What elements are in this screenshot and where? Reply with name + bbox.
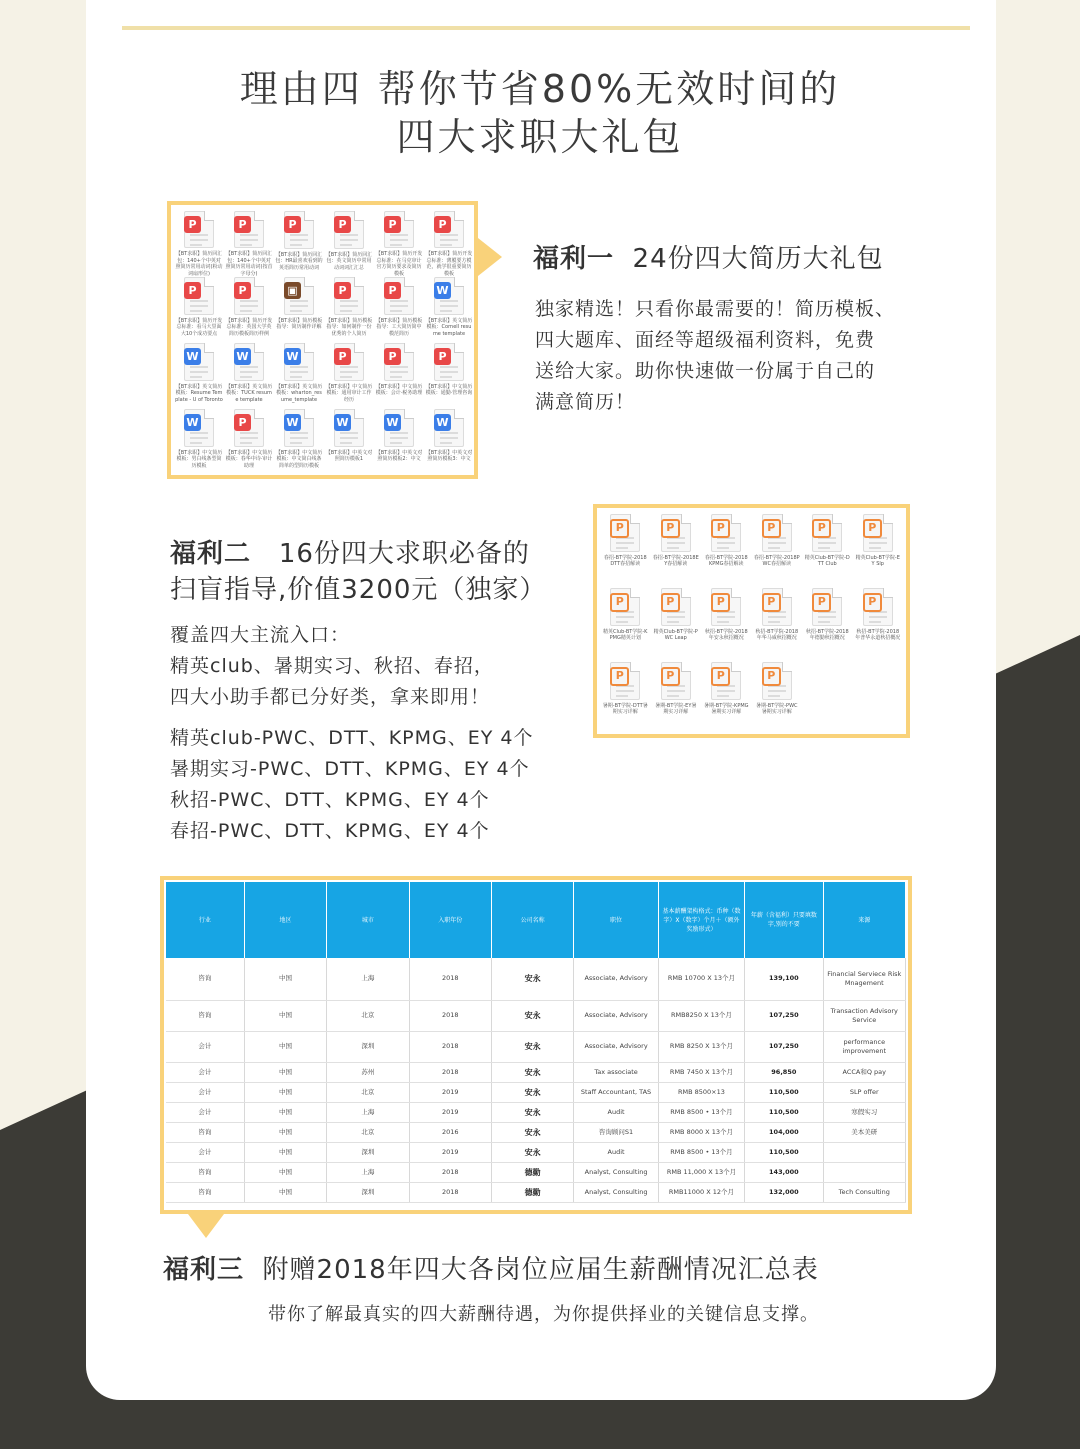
file-item[interactable] [424, 409, 474, 475]
table-cell: 咨询 [166, 1122, 244, 1142]
table-cell: 会计 [166, 1031, 244, 1062]
file-item[interactable] [274, 277, 324, 343]
benefit2-list-item: 秋招-PWC、DTT、KPMG、EY 4个 [170, 789, 490, 811]
benefit1-label: 福利一 [533, 244, 615, 274]
table-row [166, 1102, 906, 1122]
table-header-cell: 公司名称 [491, 882, 573, 958]
table-cell: 上海 [327, 1102, 409, 1122]
word-file-icon: W [234, 343, 264, 381]
table-header-cell: 行业 [166, 882, 244, 958]
file-name: 【BT求职】中英文对照简历模板1 [325, 450, 373, 463]
benefit1-desc-line: 满意简历！ [535, 391, 636, 413]
benefit2-list-item: 春招-PWC、DTT、KPMG、EY 4个 [170, 820, 490, 842]
word-file-icon: W [284, 343, 314, 381]
benefit2-desc-line: 四大小助手都已分好类，拿来即用！ [170, 686, 491, 708]
benefit2-list-item: 暑期实习-PWC、DTT、KPMG、EY 4个 [170, 758, 530, 780]
file-item[interactable] [374, 277, 424, 343]
table-cell: 北京 [327, 1122, 409, 1142]
table-header-cell: 入职年份 [409, 882, 491, 958]
word-file-icon: W [284, 409, 314, 447]
benefit3-desc: 带你了解最真实的四大薪酬待遇，为你提供择业的关键信息支撑。 [268, 1304, 819, 1325]
table-cell: performance improvement [823, 1031, 905, 1062]
file-name: 【BT求职】简历开发总标准：看马大里面大10个成功要点 [175, 318, 223, 337]
file-item[interactable] [174, 211, 224, 277]
table-header-cell: 职位 [574, 882, 658, 958]
benefit2-heading [170, 533, 530, 570]
word-file-icon: W [334, 409, 364, 447]
table-cell: 深圳 [327, 1031, 409, 1062]
table-header-cell: 城市 [327, 882, 409, 958]
table-cell: 安永 [491, 1031, 573, 1062]
table-cell: 中国 [244, 1062, 326, 1082]
top-divider [122, 26, 970, 30]
file-item[interactable] [324, 277, 374, 343]
table-cell: SLP offer [823, 1082, 905, 1102]
table-cell: 安永 [491, 1062, 573, 1082]
table-cell: 2018 [409, 1182, 491, 1202]
ppt-file-icon: P [762, 662, 792, 700]
file-name: 【BT求职】简历模板指导：简历制作详解 [275, 318, 323, 331]
table-cell: Associate, Advisory [574, 958, 658, 1000]
table-cell: 安永 [491, 1142, 573, 1162]
file-item[interactable] [424, 343, 474, 409]
table-cell: 中国 [244, 1102, 326, 1122]
file-name: 【BT求职】中文简历模板：通用审计工作经历 [325, 384, 373, 403]
table-cell: 寒假实习 [823, 1102, 905, 1122]
table-cell: Audit [574, 1142, 658, 1162]
table-cell: RMB 10700 X 13个月 [658, 958, 744, 1000]
file-name: 【BT求职】简历开发总标准：在马克审计官方简历要求及简历模板 [375, 251, 423, 277]
table-cell: 2018 [409, 1000, 491, 1031]
table-cell: 139,100 [745, 958, 823, 1000]
table-cell: 中国 [244, 1000, 326, 1031]
table-cell: 安永 [491, 958, 573, 1000]
page-title: 理由四 帮你节省80%无效时间的 [239, 67, 841, 111]
table-cell: 2018 [409, 1031, 491, 1062]
table-cell: 咨询顾问S1 [574, 1122, 658, 1142]
table-header-cell: 来源 [823, 882, 905, 958]
table-cell: 会计 [166, 1082, 244, 1102]
table-cell: 2018 [409, 1062, 491, 1082]
table-cell: 中国 [244, 1082, 326, 1102]
table-cell: 中国 [244, 1122, 326, 1142]
file-item[interactable] [274, 211, 324, 277]
file-name: 暑期-BT学院-PWC暑期实习详解 [755, 703, 798, 716]
table-cell: 会计 [166, 1102, 244, 1122]
file-item[interactable] [853, 514, 904, 588]
file-name: 【BT求职】中英文对照简历模板3：中文 [425, 450, 473, 463]
table-cell: Tech Consulting [823, 1182, 905, 1202]
file-item[interactable] [802, 588, 853, 662]
image-file-icon: ▣ [284, 277, 314, 315]
ppt-file-icon: P [610, 662, 640, 700]
table-cell: 143,000 [745, 1162, 823, 1182]
file-name: 秋招-BT学院-2018年普华永道秋招概况 [855, 629, 901, 642]
file-name: 春招-BT学院-2018PWC春招解读 [753, 555, 800, 568]
table-cell: 安永 [491, 1102, 573, 1122]
file-item[interactable] [651, 514, 702, 588]
benefit1-heading [533, 238, 884, 275]
pointer-arrow [478, 238, 502, 276]
file-name: 【BT求职】中文简历模板：会计·税务助理 [375, 384, 423, 397]
pdf-file-icon: P [384, 277, 414, 315]
table-cell: Audit [574, 1102, 658, 1122]
table-row [166, 1122, 906, 1142]
table-header-cell: 地区 [244, 882, 326, 958]
word-file-icon: W [184, 409, 214, 447]
table-row [166, 1182, 906, 1202]
file-item[interactable] [224, 343, 274, 409]
file-name: 【BT求职】简历模板指导：工大简历简中模范简历 [375, 318, 423, 337]
resume-pack-screenshot [167, 201, 478, 479]
file-name: 【BT求职】简历开发总标准：英国大学英简历模板简历样例 [225, 318, 273, 337]
pdf-file-icon: P [184, 211, 214, 248]
ppt-file-icon: P [711, 588, 741, 626]
table-cell: 2016 [409, 1122, 491, 1142]
file-item[interactable] [324, 211, 374, 277]
pdf-file-icon: P [234, 277, 264, 315]
table-cell: 咨询 [166, 1162, 244, 1182]
pdf-file-icon: P [234, 211, 264, 248]
pdf-file-icon: P [234, 409, 264, 447]
table-cell: 美本美研 [823, 1122, 905, 1142]
table-cell: 上海 [327, 1162, 409, 1182]
table-cell [823, 1162, 905, 1182]
page-subtitle: 四大求职大礼包 [396, 115, 684, 159]
file-item[interactable] [600, 662, 651, 736]
table-cell: 2018 [409, 1162, 491, 1182]
table-cell: 中国 [244, 1142, 326, 1162]
file-item[interactable] [802, 514, 853, 588]
file-name: 暑期-BT学院-EY暑期实习详解 [655, 703, 697, 716]
pdf-file-icon: P [334, 277, 364, 315]
file-name: 【BT求职】简历回汇包：140+个中英对照简历常用动词(粉动词扇形位) [175, 251, 223, 277]
benefit1-title: 24份四大简历大礼包 [632, 244, 884, 274]
ppt-file-icon: P [863, 514, 893, 552]
file-item[interactable] [600, 514, 651, 588]
pdf-file-icon: P [284, 211, 314, 249]
file-item[interactable] [324, 343, 374, 409]
file-name: 暑期-BT学院-DTT暑期实习详解 [602, 703, 648, 716]
file-name: 秋招-BT学院-2018年德勤秋招概况 [805, 629, 849, 642]
file-name: 春招-BT学院-2018KPMG春招解读 [704, 555, 748, 568]
table-cell: RMB 11,000 X 13个月 [658, 1162, 744, 1182]
file-name: 春招-BT学院-2018EY春招解读 [652, 555, 699, 568]
file-item[interactable] [651, 662, 702, 736]
file-item[interactable] [174, 409, 224, 475]
table-cell: RMB 8500 • 13个月 [658, 1142, 744, 1162]
resume-file-grid [171, 205, 474, 475]
table-cell: RMB 7450 X 13个月 [658, 1062, 744, 1082]
file-item[interactable] [324, 409, 374, 475]
file-item[interactable] [752, 588, 803, 662]
table-cell: Financial Serviece Risk Mnagement [823, 958, 905, 1000]
ppt-file-icon: P [661, 514, 691, 552]
table-cell: 107,250 [745, 1031, 823, 1062]
file-name: 精英Club-BT学院-EY Slp [855, 555, 900, 568]
table-cell: RMB 8250 X 13个月 [658, 1031, 744, 1062]
table-cell: 安永 [491, 1082, 573, 1102]
benefit3-heading [163, 1249, 819, 1286]
table-row [166, 1142, 906, 1162]
table-cell: 132,000 [745, 1182, 823, 1202]
table-cell: 北京 [327, 1082, 409, 1102]
table-cell [823, 1142, 905, 1162]
pdf-file-icon: P [334, 211, 364, 249]
file-item[interactable] [701, 588, 752, 662]
pdf-file-icon: P [384, 211, 414, 248]
file-name: 【BT求职】简历回汇包：140+个中英对照简历常用动词(按首字母分) [225, 251, 273, 277]
table-cell: 中国 [244, 1162, 326, 1182]
pdf-file-icon: P [384, 343, 414, 381]
word-file-icon: W [434, 409, 464, 447]
table-cell: Staff Accountant, TAS [574, 1082, 658, 1102]
file-name: 秋招-BT学院-2018年安永秋招概况 [704, 629, 748, 642]
table-cell: 深圳 [327, 1182, 409, 1202]
table-cell: 安永 [491, 1122, 573, 1142]
table-cell: RMB 8000 X 13个月 [658, 1122, 744, 1142]
file-item[interactable] [752, 662, 803, 736]
salary-table-screenshot [160, 876, 912, 1214]
file-item[interactable] [651, 588, 702, 662]
benefit1-desc-line: 四大题库、面经等超级福利资料，免费 [535, 329, 876, 351]
word-file-icon: W [434, 277, 464, 315]
table-cell: Associate, Advisory [574, 1031, 658, 1062]
benefit2-list [170, 723, 590, 847]
pdf-file-icon: P [434, 343, 464, 381]
table-cell: 2019 [409, 1102, 491, 1122]
table-row [166, 1162, 906, 1182]
pointer-arrow-down [188, 1214, 224, 1238]
table-cell: ACCA和Q pay [823, 1062, 905, 1082]
ppt-file-icon: P [711, 514, 741, 552]
table-cell: 咨询 [166, 1182, 244, 1202]
benefit3-label: 福利三 [163, 1255, 245, 1285]
table-cell: Analyst, Consulting [574, 1162, 658, 1182]
table-header-cell: 年薪（含福利）只要填数字,别的不要 [745, 882, 823, 958]
file-item[interactable] [374, 343, 424, 409]
ppt-file-icon: P [711, 662, 741, 700]
ppt-file-icon: P [863, 588, 893, 626]
table-cell: Tax associate [574, 1062, 658, 1082]
file-name: 【BT求职】中文简历模板：男白线条型简历模板 [175, 450, 223, 469]
table-cell: 北京 [327, 1000, 409, 1031]
file-item[interactable] [424, 277, 474, 343]
file-item[interactable] [600, 588, 651, 662]
file-item[interactable] [701, 662, 752, 736]
file-item[interactable] [274, 343, 324, 409]
ppt-file-icon: P [661, 662, 691, 700]
table-header-cell: 基本薪酬架构格式：币种（数字）X（数字）个月＋（额外奖励形式） [658, 882, 744, 958]
file-item[interactable] [701, 514, 752, 588]
table-cell: 2019 [409, 1142, 491, 1162]
table-row [166, 1031, 906, 1062]
file-name: 【BT求职】简历回汇包：HR最喜欢看到的英语简历常用动词 [275, 252, 323, 271]
pdf-file-icon: P [334, 343, 364, 381]
file-name: 精英Club-BT学院-KPMG精英计划 [603, 629, 648, 642]
salary-table-body [166, 958, 906, 1202]
file-item[interactable] [224, 277, 274, 343]
file-name: 【BT求职】简历回汇包：英文简历中常用动词词汇汇总 [325, 252, 373, 271]
table-cell: 中国 [244, 1182, 326, 1202]
table-cell: 咨询 [166, 958, 244, 1000]
benefit3-title: 附赠2018年四大各岗位应届生薪酬情况汇总表 [262, 1255, 819, 1285]
table-row [166, 1000, 906, 1031]
file-name: 暑期-BT学院-KPMG暑期实习详解 [703, 703, 749, 716]
file-item[interactable] [752, 514, 803, 588]
file-item[interactable] [274, 409, 324, 475]
ppt-file-icon: P [610, 588, 640, 626]
file-item[interactable] [374, 211, 424, 277]
benefit2-label: 福利二 [170, 539, 252, 569]
table-cell: Associate, Advisory [574, 1000, 658, 1031]
salary-table [166, 882, 906, 1203]
file-item[interactable] [853, 588, 904, 662]
table-cell: Transaction Advisory Service [823, 1000, 905, 1031]
table-cell: RMB8250 X 13个月 [658, 1000, 744, 1031]
table-cell: 104,000 [745, 1122, 823, 1142]
file-name: 【BT求职】中文简历模板：通勤·管理咨询 [425, 384, 473, 397]
salary-table-header [166, 882, 906, 958]
table-cell: 96,850 [745, 1062, 823, 1082]
benefit2-title-line2: 扫盲指导,价值3200元（独家） [170, 575, 547, 605]
word-file-icon: W [184, 343, 214, 381]
table-row [166, 1062, 906, 1082]
table-cell: RMB 8500 • 13个月 [658, 1102, 744, 1122]
ppt-file-icon: P [812, 514, 842, 552]
benefit2-list-item: 精英club-PWC、DTT、KPMG、EY 4个 [170, 727, 534, 749]
file-name: 【BT求职】中英文对照简历模板2：中文 [375, 450, 423, 463]
file-item[interactable] [374, 409, 424, 475]
table-cell: RMB11000 X 12个月 [658, 1182, 744, 1202]
file-name: 【BT求职】英文简历模板：wharton_resume_template [275, 384, 323, 403]
file-item[interactable] [224, 211, 274, 277]
benefit2-desc-line: 精英club、暑期实习、秋招、春招， [170, 655, 494, 677]
benefit1-desc-line: 送给大家。助你快速做一份属于自己的 [535, 360, 876, 382]
benefit2-desc-line: 覆盖四大主流入口： [170, 624, 351, 646]
table-cell: 会计 [166, 1062, 244, 1082]
table-row [166, 1082, 906, 1102]
table-cell: 德勤 [491, 1182, 573, 1202]
ppt-file-icon: P [762, 514, 792, 552]
file-name: 【BT求职】英文简历模板：TUCK resume template [225, 384, 273, 403]
benefit1-desc [535, 294, 935, 418]
file-item[interactable] [424, 211, 474, 277]
benefit1-desc-line: 独家精选！只看你最需要的！简历模板、 [535, 298, 896, 320]
file-name: 精英Club-BT学院-PWC Leap [653, 629, 698, 642]
table-cell: RMB 8500×13 [658, 1082, 744, 1102]
table-row [166, 958, 906, 1000]
benefit2-desc [170, 620, 590, 713]
file-name: 【BT求职】英文简历模板：Cornell resume template [425, 318, 473, 337]
ppt-file-icon: P [661, 588, 691, 626]
file-item[interactable] [174, 277, 224, 343]
ppt-file-icon: P [610, 514, 640, 552]
file-name: 春招-BT学院-2018DTT春招解读 [603, 555, 647, 568]
table-cell: 德勤 [491, 1162, 573, 1182]
table-cell: 2018 [409, 958, 491, 1000]
table-cell: 安永 [491, 1000, 573, 1031]
table-cell: 咨询 [166, 1000, 244, 1031]
pdf-file-icon: P [434, 211, 464, 248]
file-name: 【BT求职】简历开发总标准：薄膜要方模范，就学很重要简历模板 [425, 251, 473, 277]
table-cell: 会计 [166, 1142, 244, 1162]
guide-file-grid [597, 508, 906, 736]
file-item[interactable] [224, 409, 274, 475]
file-name: 【BT求职】英文简历模板：Resume Template - U of Toronto [175, 384, 223, 403]
table-cell: 110,500 [745, 1142, 823, 1162]
benefit2-title: 16份四大求职必备的 [278, 539, 530, 569]
table-cell: 中国 [244, 1031, 326, 1062]
guide-pack-screenshot [593, 504, 910, 738]
table-cell: 上海 [327, 958, 409, 1000]
table-cell: 深圳 [327, 1142, 409, 1162]
table-cell: 107,250 [745, 1000, 823, 1031]
ppt-file-icon: P [762, 588, 792, 626]
file-name: 秋招-BT学院-2018年华马威秋招概况 [755, 629, 799, 642]
file-name: 【BT求职】中文简历模板：中文简白线条简单的型简历模板 [275, 450, 323, 469]
file-name: 精英Club-BT学院-DTT Club [804, 555, 850, 568]
pdf-file-icon: P [184, 277, 214, 315]
word-file-icon: W [384, 409, 414, 447]
file-name: 【BT求职】简历模板指导：如何制作一份优秀的个人简历 [325, 318, 373, 337]
file-item[interactable] [174, 343, 224, 409]
table-cell: 110,500 [745, 1102, 823, 1122]
file-name: 【BT求职】中文简历模板：春华中诗·审计助理 [225, 450, 273, 469]
table-cell: Analyst, Consulting [574, 1182, 658, 1202]
table-cell: 苏州 [327, 1062, 409, 1082]
table-cell: 110,500 [745, 1082, 823, 1102]
table-cell: 2019 [409, 1082, 491, 1102]
table-cell: 中国 [244, 958, 326, 1000]
ppt-file-icon: P [812, 588, 842, 626]
